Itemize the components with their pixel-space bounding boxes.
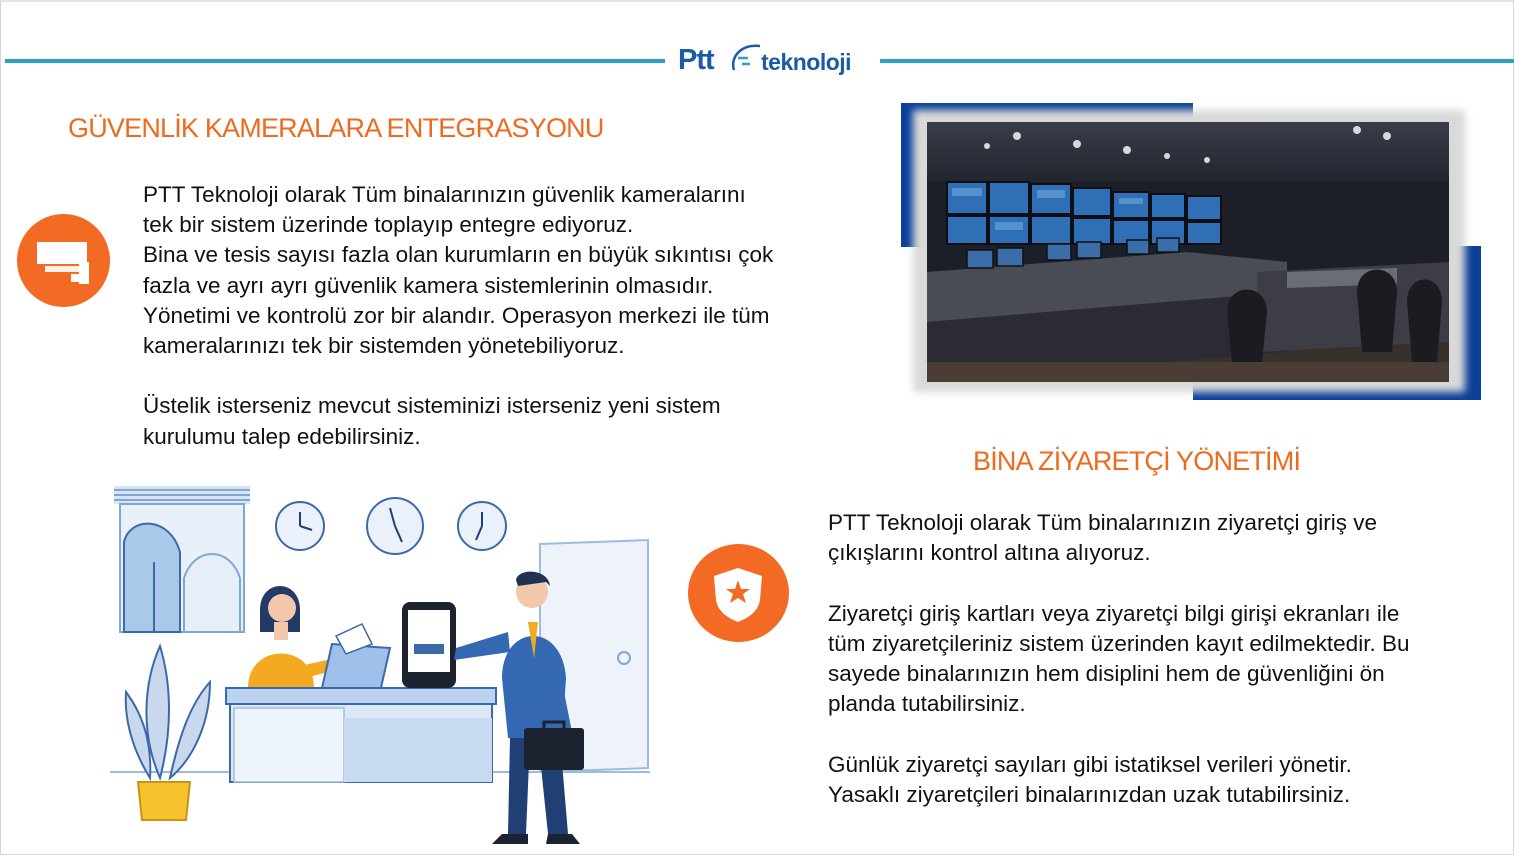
camera-body-text — [143, 180, 773, 452]
visitor-p2-line-2: tüm ziyaretçileriniz sistem üzerinden kayıt edilmektedir. Bu — [828, 630, 1410, 656]
visitor-p3-line-2: Yasaklı ziyaretçileri binalarınızdan uzak tutabilirsiniz. — [828, 781, 1351, 807]
window-icon — [114, 486, 250, 632]
camera-line-6: kameralarınızı tek bir sistemden yönetebiliyoruz. — [143, 333, 625, 359]
camera-line-4: fazla ve ayrı ayrı güvenlik kamera sistemlerinin olmasıdır. — [143, 272, 714, 298]
logo-teknoloji-text: teknoloji — [761, 49, 852, 75]
camera-line-1: PTT Teknoloji olarak Tüm binalarınızın güvenlik kameralarını — [143, 182, 746, 207]
camera-extra-line-1: Üstelik isterseniz mevcut sisteminizi isterseniz yeni sistem — [143, 393, 721, 419]
camera-section-title: GÜVENLİK KAMERALARA ENTEGRASYONU — [68, 113, 604, 143]
camera-line-2: tek bir sistem üzerinde toplayıp entegre ediyoruz. — [143, 212, 634, 238]
visitor-p1-line-1: PTT Teknoloji olarak Tüm binalarınızın ziyaretçi giriş ve — [828, 510, 1377, 535]
camera-line-3: Bina ve tesis sayısı fazla olan kurumların en büyük sıkıntısı çok — [143, 242, 774, 268]
header-line-left — [5, 59, 665, 63]
reception-illustration — [110, 482, 670, 854]
visitor-p2-line-1: Ziyaretçi giriş kartları veya ziyaretçi bilgi girişi ekranları ile — [828, 600, 1400, 626]
control-room-photo — [927, 122, 1449, 382]
camera-line-5: Yönetimi ve kontrolü zor bir alandır. Operasyon merkezi ile tüm — [143, 302, 770, 328]
visitor-p3-line-1: Günlük ziyaretçi sayıları gibi istatiksel verileri yönetir. — [828, 751, 1352, 777]
ptt-teknoloji-logo — [672, 38, 872, 82]
security-camera-icon — [17, 214, 110, 307]
camera-icon-circle — [17, 214, 110, 307]
visitor-icon-circle — [688, 544, 789, 642]
control-room-image — [927, 122, 1449, 382]
header-line-right — [880, 59, 1514, 63]
visitor-p2-line-3: sayede binalarınızın hem disiplini hem de güvenliğini ön — [828, 661, 1385, 686]
logo-ptt-text: Ptt — [678, 44, 714, 76]
visitor-p1-line-2: çıkışlarını kontrol altına alıyoruz. — [828, 540, 1151, 566]
visitor-p2-line-4: planda tutabilirsiniz. — [828, 691, 1026, 717]
security-badge-icon — [688, 544, 789, 642]
camera-extra-line-2: kurulumu talep edebilirsiniz. — [143, 423, 421, 449]
visitor-body-text — [828, 508, 1409, 810]
visitor-section-title: BİNA ZİYARETÇİ YÖNETİMİ — [973, 446, 1301, 476]
